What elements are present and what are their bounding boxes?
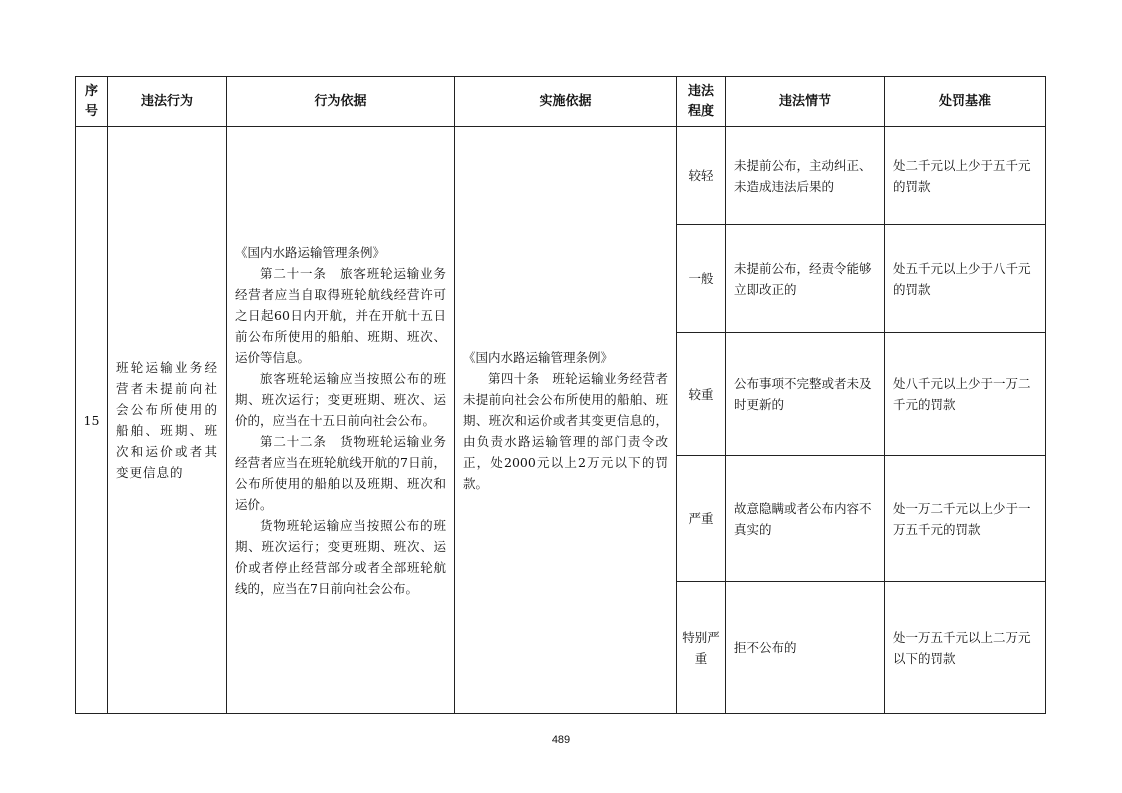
penalty-table: [75, 76, 1046, 714]
detail-cell: 公布事项不完整或者未及时更新的: [726, 333, 885, 456]
degree-cell: 严重: [677, 456, 726, 582]
violation-act: 班轮运输业务经营者未提前向社会公布所使用的船舶、班期、班次和运价或者其变更信息的: [108, 127, 227, 714]
detail-cell: 拒不公布的: [726, 582, 885, 714]
standard-cell: 处一万五千元以上二万元以下的罚款: [885, 582, 1046, 714]
page-number: 489: [551, 734, 571, 746]
behavior-basis: [227, 127, 455, 714]
header-impl: 实施依据: [455, 77, 677, 127]
header-row: [76, 77, 1046, 127]
header-no: 序号: [76, 77, 108, 127]
basis-paragraph: 旅客班轮运输应当按照公布的班期、班次运行；变更班期、班次、运价的，应当在十五日前向社会公布。: [235, 370, 446, 428]
table-row: [76, 127, 1046, 225]
header-standard: 处罚基准: [885, 77, 1046, 127]
standard-cell: 处二千元以上少于五千元的罚款: [885, 127, 1046, 225]
detail-cell: 故意隐瞒或者公布内容不真实的: [726, 456, 885, 582]
degree-cell: 特别严重: [677, 582, 726, 714]
basis-paragraph: 第二十一条 旅客班轮运输业务经营者应当自取得班轮航线经营许可之日起60日内开航，并在开航十五日前公布所使用的船舶、班期、班次、运价等信息。: [235, 265, 446, 365]
degree-cell: 较轻: [677, 127, 726, 225]
basis-title: 《国内水路运输管理条例》: [235, 244, 386, 260]
degree-cell: 一般: [677, 225, 726, 333]
header-degree: 违法程度: [677, 77, 726, 127]
implementation-basis: [455, 127, 677, 714]
basis-paragraph: 货物班轮运输应当按照公布的班期、班次运行；变更班期、班次、运价或者停止经营部分或者全部班轮航线的，应当在7日前向社会公布。: [235, 517, 446, 596]
standard-cell: 处五千元以上少于八千元的罚款: [885, 225, 1046, 333]
basis-paragraph: 第二十二条 货物班轮运输业务经营者应当在班轮航线开航的7日前，公布所使用的船舶以及班期、班次和运价。: [235, 433, 446, 512]
header-act: 违法行为: [108, 77, 227, 127]
standard-cell: 处八千元以上少于一万二千元的罚款: [885, 333, 1046, 456]
header-detail: 违法情节: [726, 77, 885, 127]
detail-cell: 未提前公布，主动纠正、未造成违法后果的: [726, 127, 885, 225]
row-number: 15: [76, 127, 108, 714]
impl-title: 《国内水路运输管理条例》: [463, 349, 614, 365]
standard-cell: 处一万二千元以上少于一万五千元的罚款: [885, 456, 1046, 582]
detail-cell: 未提前公布，经责令能够立即改正的: [726, 225, 885, 333]
header-basis: 行为依据: [227, 77, 455, 127]
impl-paragraph: 第四十条 班轮运输业务经营者未提前向社会公布所使用的船舶、班期、班次和运价或者其变更信息的，由负责水路运输管理的部门责令改正，处2000元以上2万元以下的罚款。: [463, 370, 668, 491]
degree-cell: 较重: [677, 333, 726, 456]
